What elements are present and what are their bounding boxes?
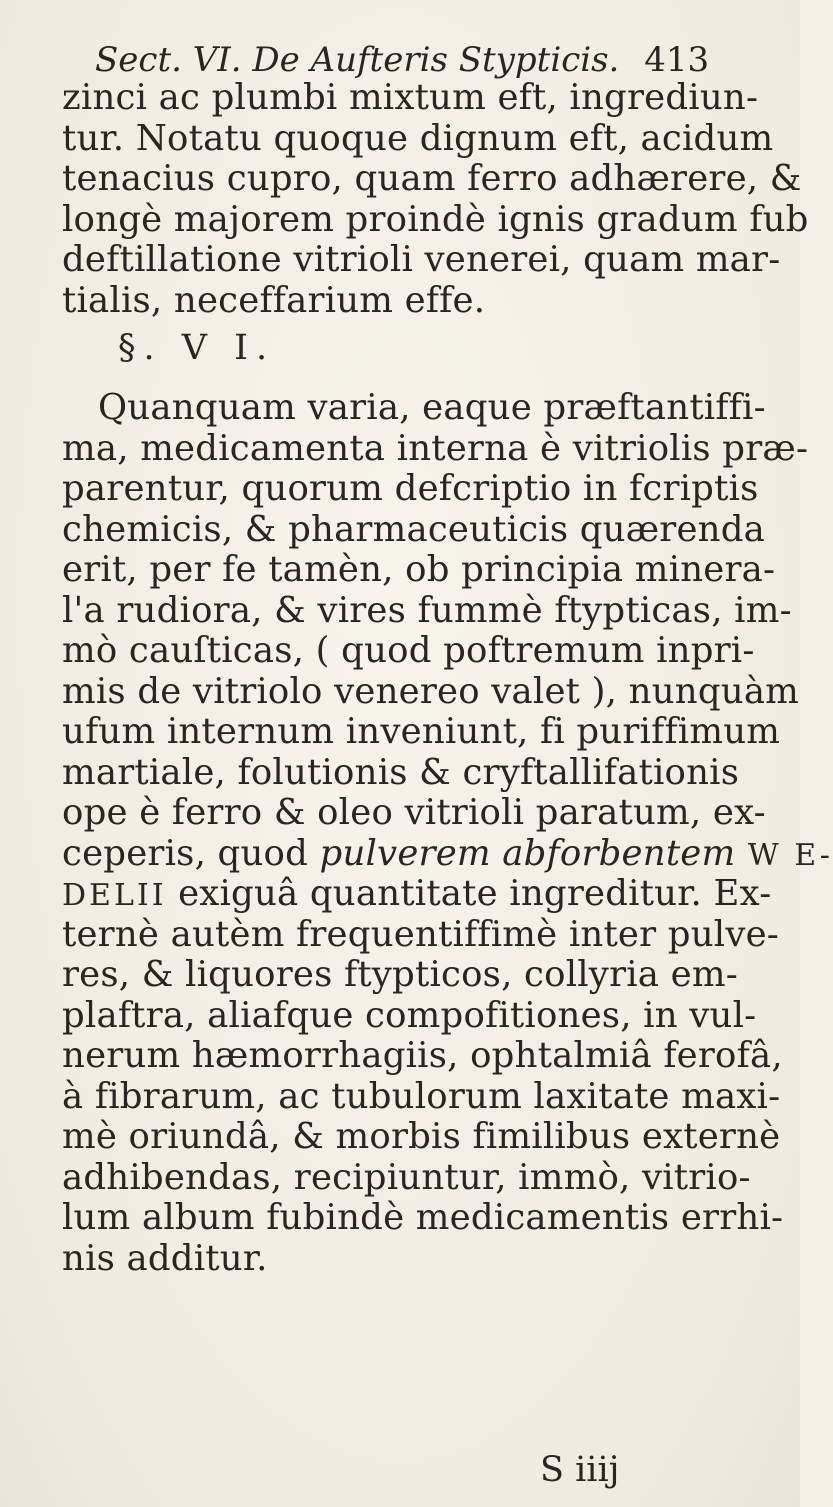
section-heading: §. V I.: [118, 328, 276, 368]
text-line: lum album fubindè medicamentis errhi-: [62, 1197, 784, 1238]
text-line: res, & liquores ftypticos, collyria em-: [62, 954, 738, 995]
text-line: [62, 873, 772, 915]
running-header: [95, 40, 735, 80]
signature-mark: S iiij: [540, 1450, 620, 1490]
paragraph-2: [62, 387, 833, 1279]
text-line: chemicis, & pharmaceuticis quærenda: [62, 508, 766, 550]
text-line: zinci ac plumbi mixtum eft, ingrediun-: [62, 77, 759, 118]
text-line: mis de vitriolo venereo valet ), nunquàm: [62, 670, 800, 712]
text-line: erit, per fe tamèn, ob principia minera-: [62, 549, 776, 590]
text-fragment: ceperis, quod: [62, 832, 320, 874]
page-number: 413: [644, 40, 710, 80]
text-line: deftillatione vitrioli venerei, quam mar-: [62, 239, 781, 280]
text-line: martiale, folutionis & cryftallifationis: [62, 751, 740, 793]
text-line: ufum internum inveniunt, fi puriffimum: [62, 711, 781, 752]
text-line: ternè autèm frequentiffimè inter pulve-: [62, 913, 779, 955]
text-line: Quanquam varia, eaque præftantiffi-: [98, 387, 766, 428]
text-line: longè majorem proindè ignis gradum fub: [62, 198, 809, 240]
text-line: mò cauſticas, ( quod poftremum inpri-: [62, 630, 755, 671]
text-line: ope è ferro & oleo vitrioli paratum, ex-: [62, 792, 766, 833]
italic-phrase: pulverem abforbentem: [319, 832, 736, 874]
text-line: plaftra, aliafque compofitiones, in vul-: [62, 994, 757, 1036]
text-line: tenacius cupro, quam ferro adhærere, &: [62, 158, 802, 199]
running-title: Sect. VI. De Aufteris Stypticis.: [95, 40, 620, 80]
text-line: mè oriundâ, & morbis fimilibus externè: [62, 1116, 781, 1157]
paragraph-1: [62, 77, 809, 321]
text-line: tialis, neceffarium effe.: [62, 279, 486, 321]
text-line: [62, 832, 833, 875]
text-fragment: exiguâ quantitate ingreditur. Ex-: [166, 873, 772, 914]
text-line: nerum hæmorrhagiis, ophtalmiâ ferofâ,: [62, 1035, 783, 1076]
text-line: nis additur.: [62, 1237, 268, 1279]
author-name-start: W E-: [735, 837, 833, 873]
text-line: à fibrarum, ac tubulorum laxitate maxi-: [62, 1075, 781, 1117]
text-line: ma, medicamenta interna è vitriolis præ-: [62, 427, 809, 469]
author-name-end: DELII: [62, 878, 167, 913]
text-line: l'a rudiora, & vires fummè ftypticas, im-: [62, 589, 792, 631]
text-line: tur. Notatu quoque dignum eft, acidum: [62, 117, 774, 159]
text-line: parentur, quorum defcriptio in fcriptis: [62, 468, 759, 509]
text-line: adhibendas, recipiuntur, immò, vitrio-: [62, 1156, 751, 1198]
